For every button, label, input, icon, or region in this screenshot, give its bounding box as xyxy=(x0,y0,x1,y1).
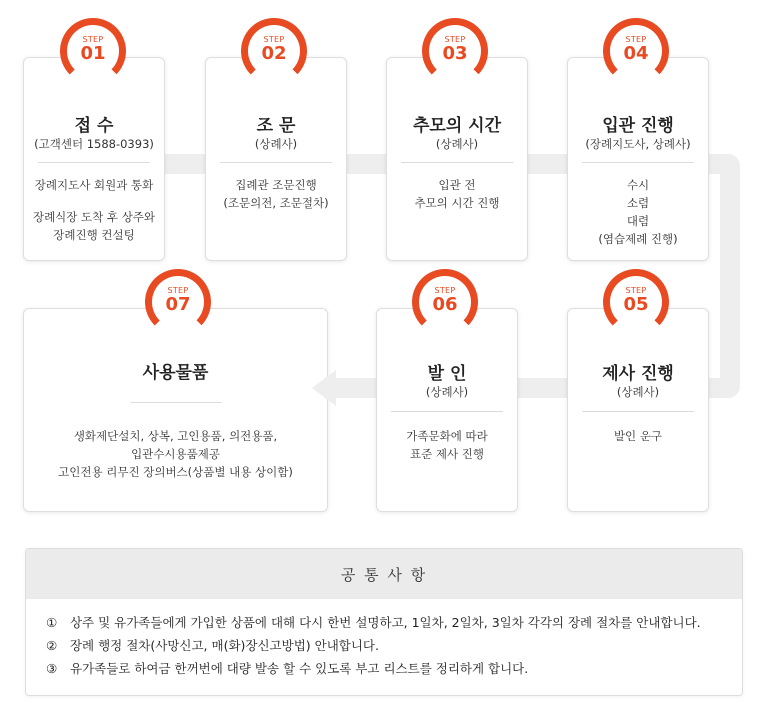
left-arrow-icon xyxy=(312,370,352,406)
step-badge-number: 02 xyxy=(261,42,287,64)
step-subtitle: (고객센터 1588-0393) xyxy=(34,137,154,151)
step-subtitle: (상례사) xyxy=(616,385,660,399)
step-card-02 xyxy=(205,57,347,261)
step-divider xyxy=(38,162,150,163)
step-divider xyxy=(220,162,332,163)
step-body xyxy=(30,427,321,481)
step-badge-02 xyxy=(241,18,307,84)
step-divider xyxy=(582,411,694,412)
step-body xyxy=(383,427,511,463)
step-body-line: 소렴 xyxy=(626,196,650,210)
common-notice-box xyxy=(25,548,743,696)
step-body-line: 고인전용 리무진 장의버스(상품별 내용 상이함) xyxy=(58,465,293,479)
step-body-line: 장례식장 도착 후 상주와 xyxy=(32,210,156,224)
step-badge-03 xyxy=(422,18,488,84)
step-body-spacer xyxy=(30,194,158,208)
notice-item xyxy=(46,657,742,680)
notice-title: 공 통 사 항 xyxy=(26,549,742,599)
step-badge-01 xyxy=(60,18,126,84)
step-body-line: 대렴 xyxy=(626,214,650,228)
step-body xyxy=(30,176,158,244)
step-subtitle: (상례사) xyxy=(254,137,298,151)
step-body xyxy=(212,176,340,212)
step-card-05 xyxy=(567,308,709,512)
notice-item xyxy=(46,611,742,634)
notice-item-text: 상주 및 유가족들에게 가입한 상품에 대해 다시 한번 설명하고, 1일차, 2일차, 3일차 각각의 장례 절차를 안내합니다. xyxy=(69,615,701,630)
step-badge-05 xyxy=(603,269,669,335)
step-title: 발 인 xyxy=(427,364,467,384)
notice-item xyxy=(46,634,742,657)
step-badge-04 xyxy=(603,18,669,84)
step-divider xyxy=(131,402,222,403)
step-body xyxy=(574,427,702,445)
step-badge-06 xyxy=(412,269,478,335)
step-title: 제사 진행 xyxy=(602,364,674,384)
step-card-04 xyxy=(567,57,709,261)
step-badge-number: 06 xyxy=(432,293,458,315)
notice-item-marker: ① xyxy=(46,615,58,630)
step-badge-number: 03 xyxy=(442,42,468,64)
step-badge-label: STEP xyxy=(434,285,456,295)
step-card-07 xyxy=(23,308,328,512)
step-title: 추모의 시간 xyxy=(412,116,502,136)
step-divider xyxy=(391,411,503,412)
step-body-line: 장례지도사 회원과 통화 xyxy=(34,178,154,192)
notice-item-marker: ② xyxy=(46,638,58,653)
step-body-line: 추모의 시간 진행 xyxy=(414,196,500,210)
step-body-line: (조문의전, 조문절차) xyxy=(223,196,329,210)
step-body-line: 발인 운구 xyxy=(613,429,663,443)
step-subtitle: (상례사) xyxy=(425,385,469,399)
notice-list xyxy=(26,599,742,680)
step-title: 접 수 xyxy=(74,116,114,136)
step-body-line: 입관수시용품제공 xyxy=(131,447,220,461)
step-body-line: 집례관 조문진행 xyxy=(235,178,317,192)
step-body-line: 표준 제사 진행 xyxy=(410,447,484,461)
step-badge-07 xyxy=(145,269,211,335)
step-body-line: 가족문화에 따라 xyxy=(406,429,488,443)
notice-item-marker: ③ xyxy=(46,661,58,676)
step-body-line: 수시 xyxy=(626,178,650,192)
step-title: 사용물품 xyxy=(142,363,209,383)
step-badge-label: STEP xyxy=(625,285,647,295)
step-body xyxy=(574,176,702,248)
step-badge-label: STEP xyxy=(82,34,104,44)
step-badge-label: STEP xyxy=(444,34,466,44)
notice-item-text: 장례 행정 절차(사망신고, 매(화)장신고방법) 안내합니다. xyxy=(69,638,379,653)
step-title: 입관 진행 xyxy=(602,116,674,136)
step-body-line: 생화제단설치, 상복, 고인용품, 의전용품, xyxy=(73,429,278,443)
step-subtitle: (상례사) xyxy=(435,137,479,151)
step-badge-number: 04 xyxy=(623,42,649,64)
step-badge-number: 07 xyxy=(165,293,191,315)
step-body xyxy=(393,176,521,212)
flow-connector-right xyxy=(720,154,740,398)
step-card-03 xyxy=(386,57,528,261)
step-card-06 xyxy=(376,308,518,512)
step-badge-label: STEP xyxy=(625,34,647,44)
step-card-01 xyxy=(23,57,165,261)
step-title: 조 문 xyxy=(256,116,296,136)
step-badge-number: 05 xyxy=(623,293,649,315)
step-badge-label: STEP xyxy=(263,34,285,44)
notice-item-text: 유가족들로 하여금 한꺼번에 대량 발송 할 수 있도록 부고 리스트를 정리하게 합니다. xyxy=(69,661,529,676)
step-divider xyxy=(401,162,513,163)
step-badge-number: 01 xyxy=(80,42,106,64)
step-badge-label: STEP xyxy=(167,285,189,295)
step-divider xyxy=(582,162,694,163)
step-body-line: (염습제례 진행) xyxy=(598,232,678,246)
step-subtitle: (장례지도사, 상례사) xyxy=(585,137,691,151)
step-body-line: 입관 전 xyxy=(438,178,476,192)
step-body-line: 장례진행 컨설팅 xyxy=(53,228,135,242)
